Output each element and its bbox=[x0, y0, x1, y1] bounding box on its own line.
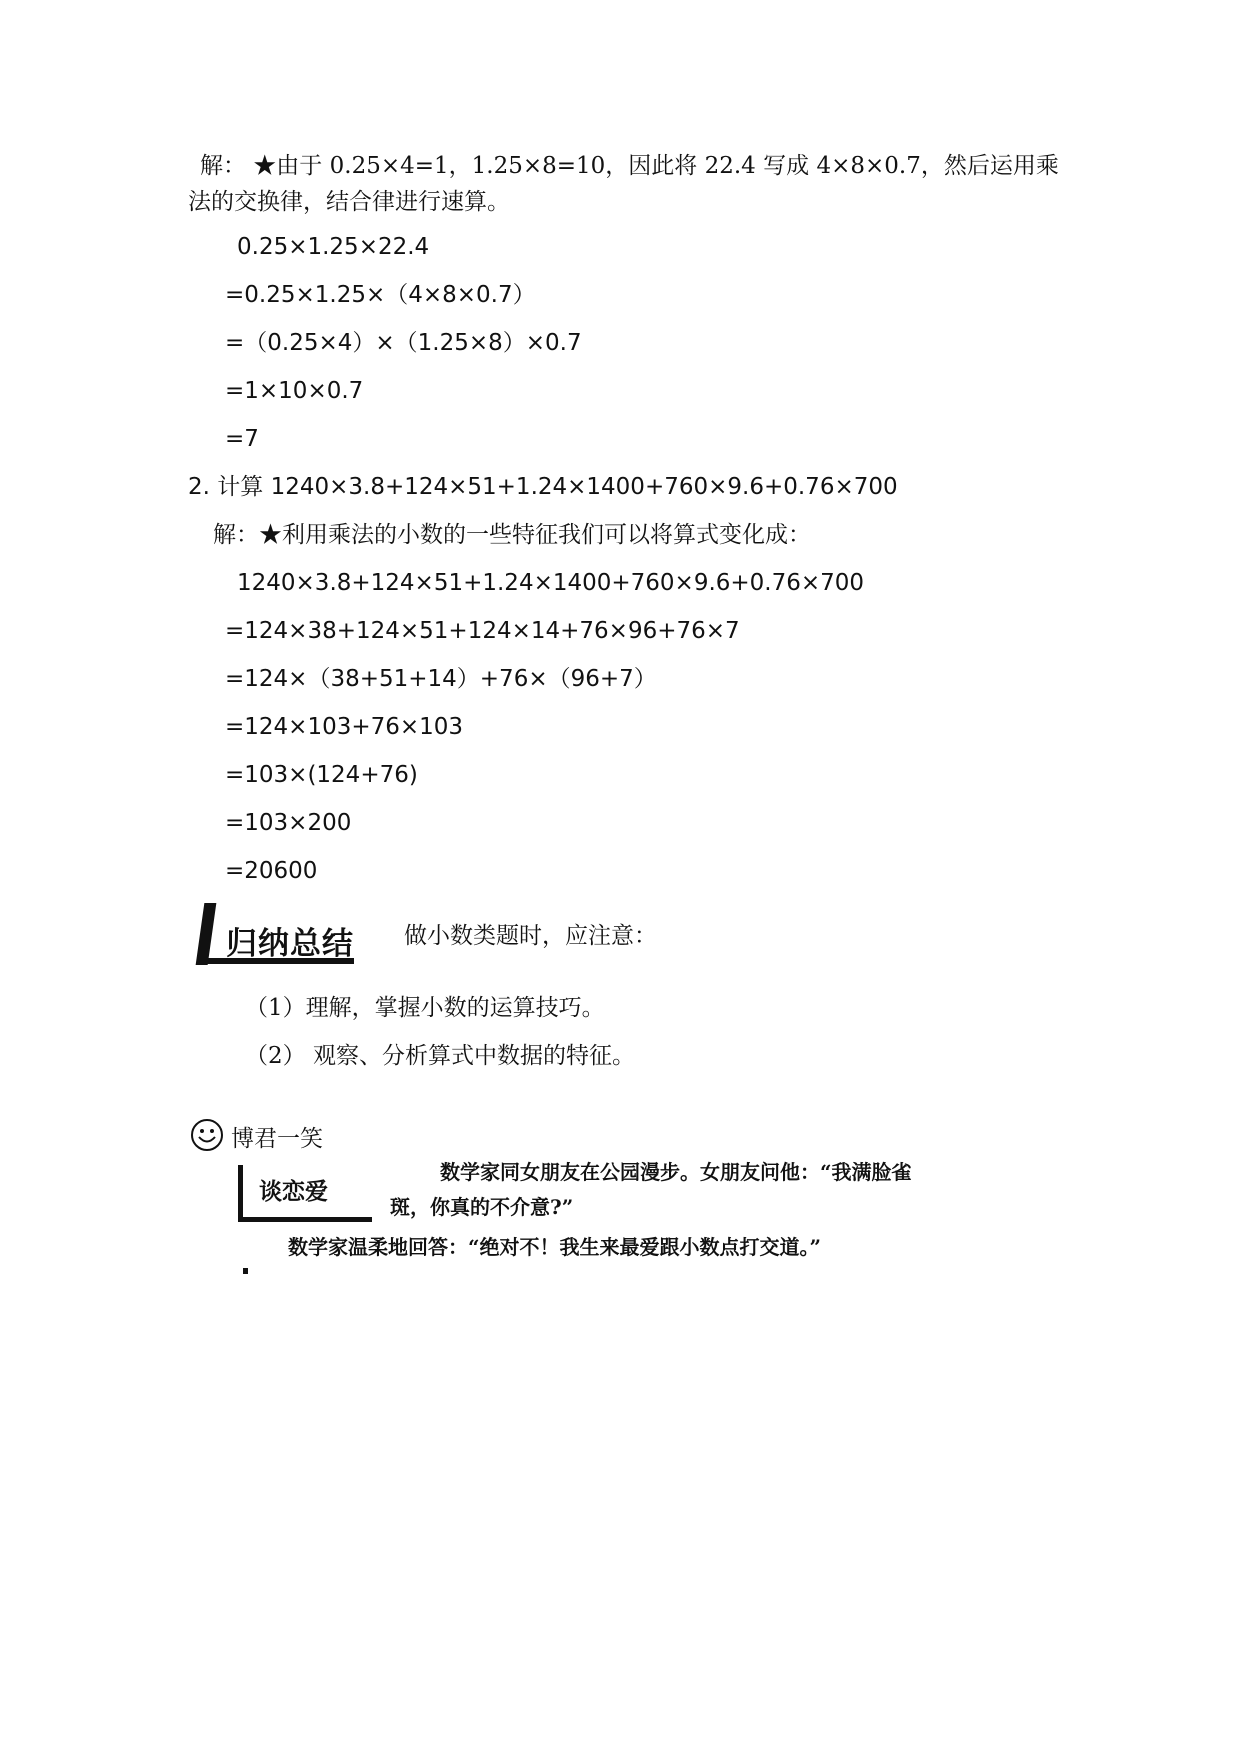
joke-title-frame-vertical bbox=[238, 1165, 243, 1221]
joke-title-frame-horizontal bbox=[238, 1217, 372, 1222]
problem1-explanation-line1: 解： ★由于 0.25×4=1，1.25×8=10，因此将 22.4 写成 4×8×0.7，然后运用乘 bbox=[200, 153, 1059, 179]
summary-intro: 做小数类题时，应注意： bbox=[404, 923, 657, 949]
problem1-step-5: =7 bbox=[225, 426, 259, 452]
problem2-step-7: =20600 bbox=[225, 858, 318, 884]
problem1-step-3: =（0.25×4）×（1.25×8）×0.7 bbox=[225, 330, 582, 356]
summary-title: 归纳总结 bbox=[226, 926, 354, 962]
problem2-step-5: =103×(124+76) bbox=[225, 762, 418, 788]
smiley-icon bbox=[190, 1118, 224, 1152]
problem2-step-6: =103×200 bbox=[225, 810, 352, 836]
summary-point-1: （1）理解，掌握小数的运算技巧。 bbox=[245, 995, 605, 1021]
joke-line-3: 数学家温柔地回答：“绝对不！我生来最爱跟小数点打交道。” bbox=[288, 1235, 822, 1259]
problem1-step-2: =0.25×1.25×（4×8×0.7） bbox=[225, 282, 536, 308]
problem2-explanation: 解：★利用乘法的小数的一些特征我们可以将算式变化成： bbox=[213, 522, 811, 548]
joke-box-title: 谈恋爱 bbox=[259, 1178, 328, 1205]
problem2-question: 2. 计算 1240×3.8+124×51+1.24×1400+760×9.6+0.76×700 bbox=[188, 474, 898, 500]
problem1-step-1: 0.25×1.25×22.4 bbox=[237, 234, 430, 260]
scan-mark bbox=[243, 1268, 248, 1274]
joke-line-2: 斑，你真的不介意?” bbox=[390, 1195, 574, 1219]
problem1-step-4: =1×10×0.7 bbox=[225, 378, 364, 404]
joke-section-title: 博君一笑 bbox=[231, 1126, 323, 1152]
problem1-explanation-line2: 法的交换律，结合律进行速算。 bbox=[188, 189, 510, 215]
summary-point-2: （2） 观察、分析算式中数据的特征。 bbox=[245, 1043, 635, 1069]
problem2-step-4: =124×103+76×103 bbox=[225, 714, 464, 740]
problem2-step-1: 1240×3.8+124×51+1.24×1400+760×9.6+0.76×700 bbox=[237, 570, 865, 596]
problem2-step-3: =124×（38+51+14）+76×（96+7） bbox=[225, 666, 657, 692]
problem2-step-2: =124×38+124×51+124×14+76×96+76×7 bbox=[225, 618, 740, 644]
joke-line-1: 数学家同女朋友在公园漫步。女朋友问他：“我满脸雀 bbox=[440, 1160, 912, 1184]
